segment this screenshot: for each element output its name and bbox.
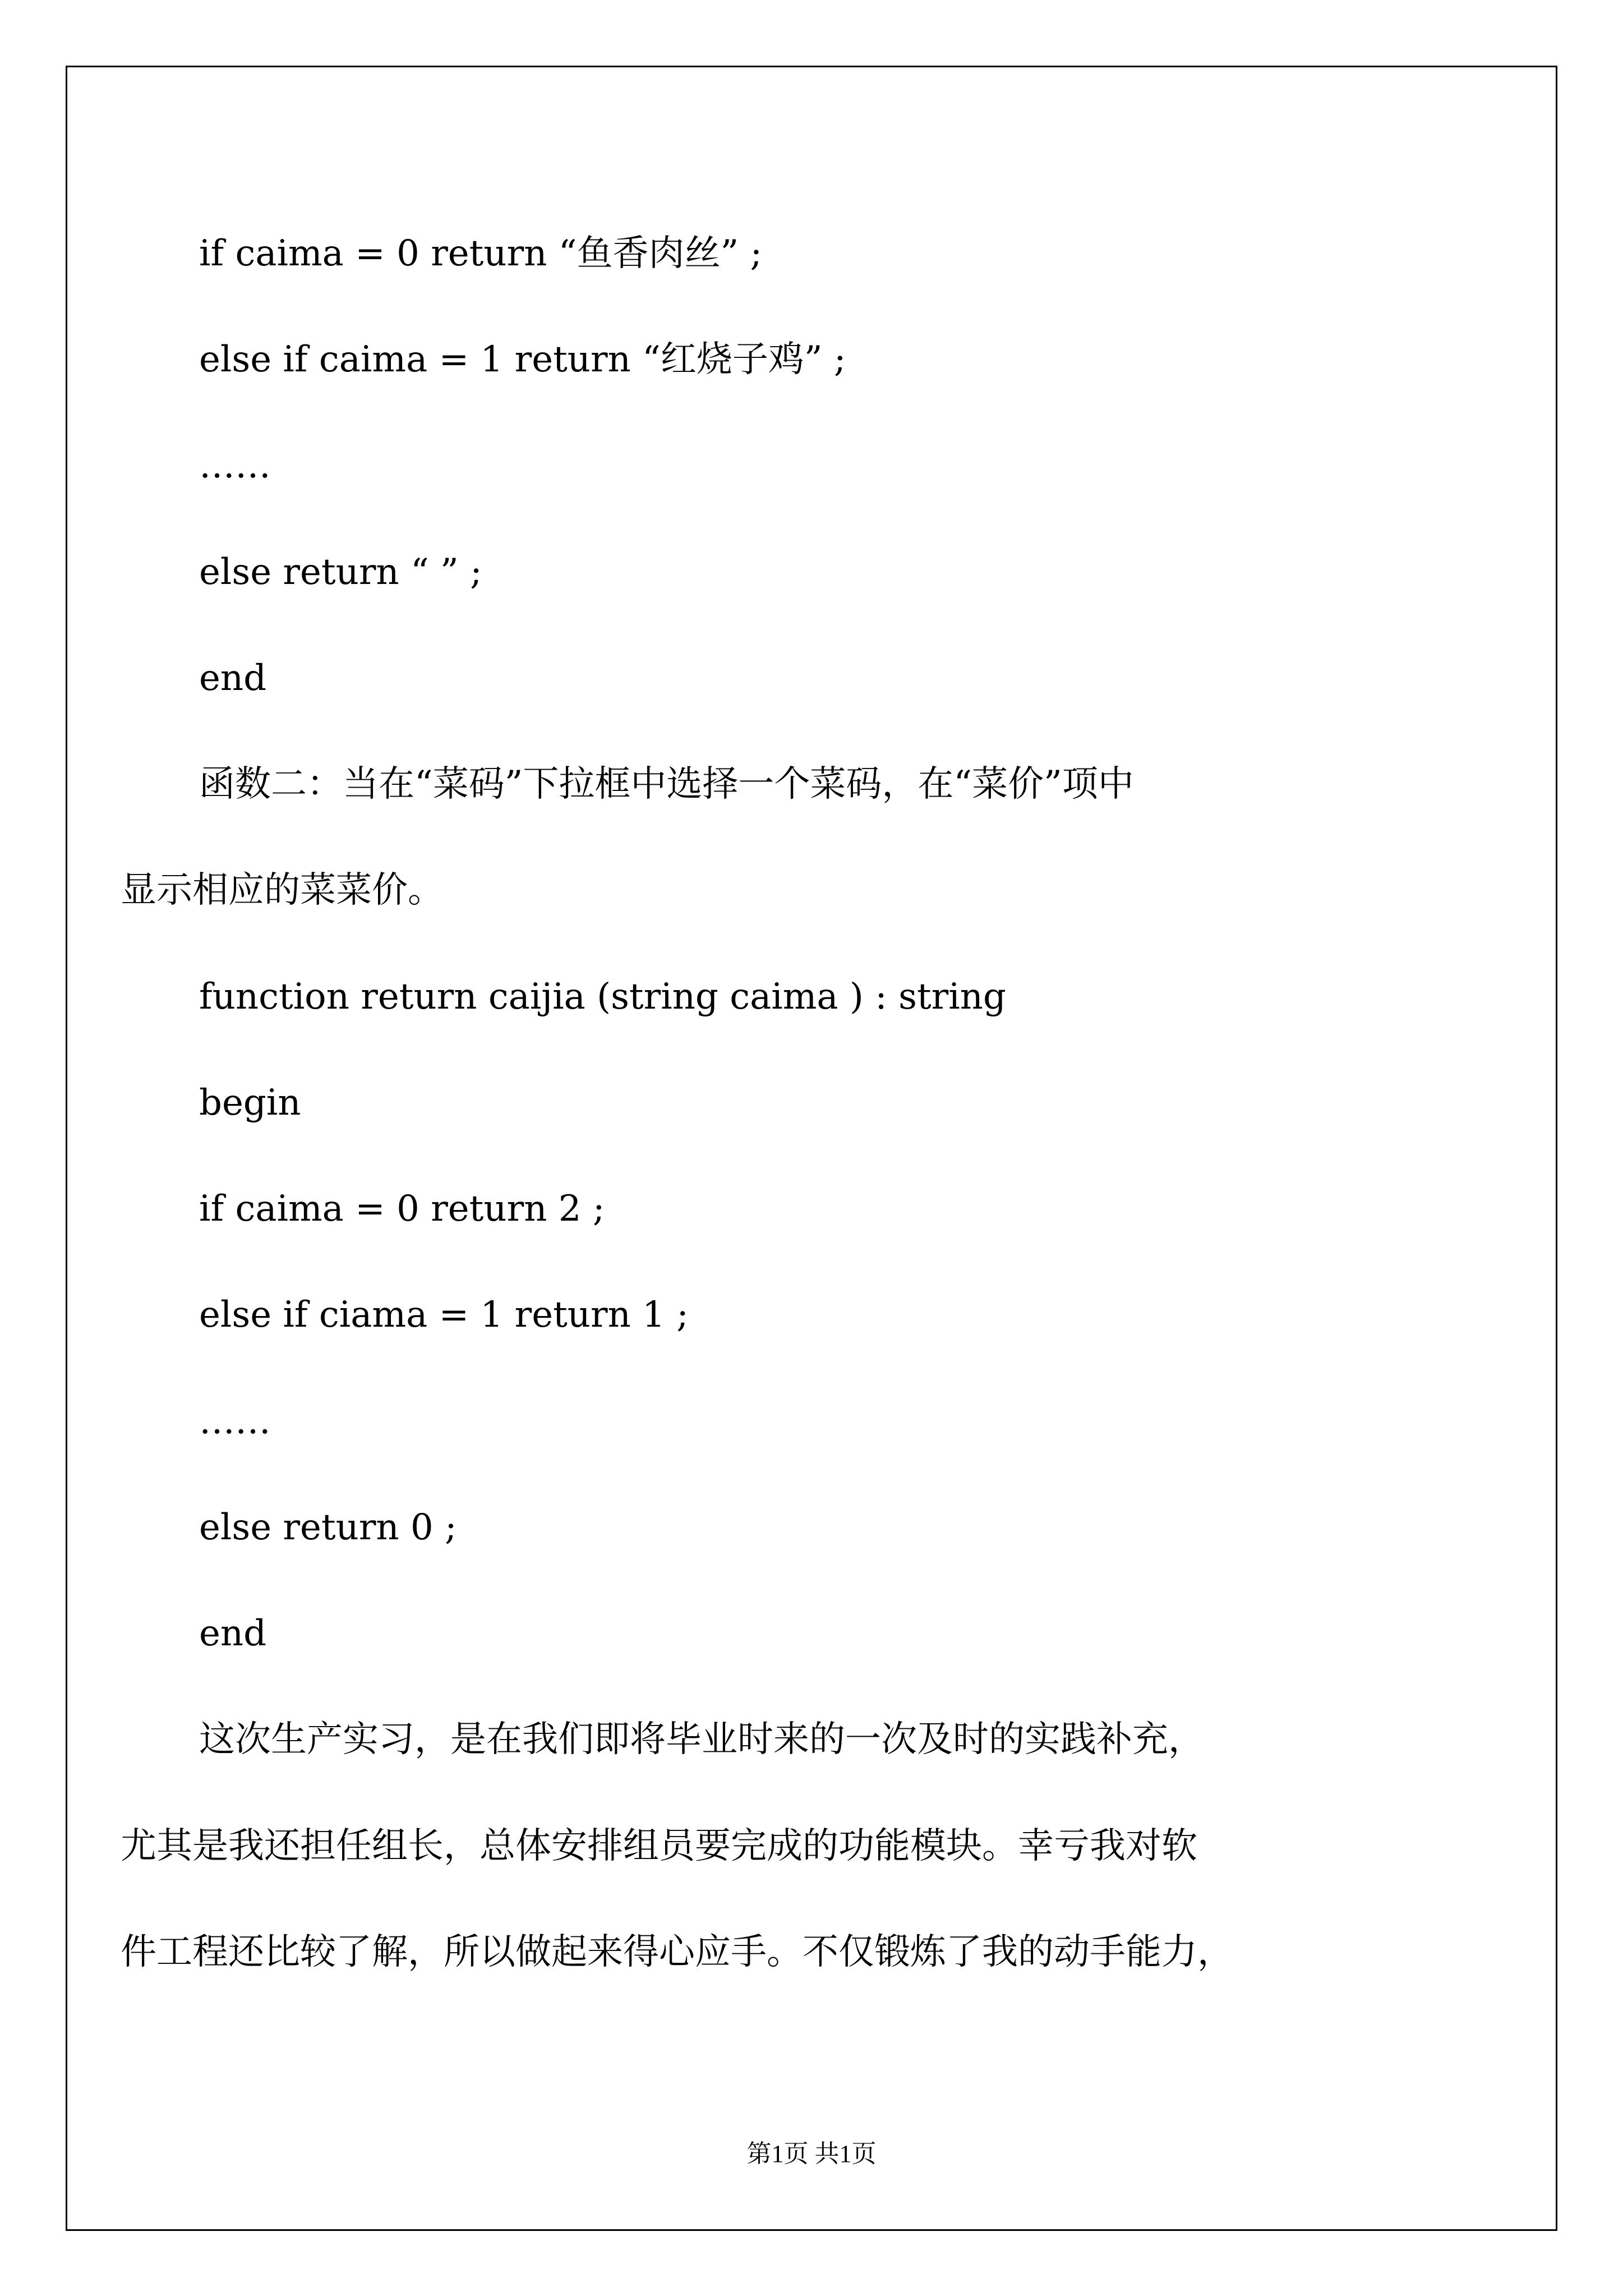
text-line-8: function return caijia (string caima ) : string [199,976,1006,1018]
text-line-12: …… [199,1401,271,1442]
text-line-4: else return “ ” ; [199,551,482,593]
text-line-11: else if ciama = 1 return 1 ; [199,1294,689,1336]
text-line-10: if caima = 0 return 2 ; [199,1188,605,1230]
text-line-14: end [199,1613,267,1654]
text-line-2: else if caima = 1 return “红烧子鸡” ; [199,339,846,380]
text-line-16: 尤其是我还担任组长，总体安排组员要完成的功能模块。幸亏我对软 [121,1825,1197,1867]
text-line-15: 这次生产实习，是在我们即将毕业时来的一次及时的实践补充， [199,1719,1204,1760]
text-line-7: 显示相应的菜菜价。 [121,869,444,911]
text-line-5: end [199,657,267,699]
page-border [66,66,1557,2231]
text-line-1: if caima = 0 return “鱼香肉丝” ; [199,233,763,274]
text-line-6: 函数二：当在“菜码”下拉框中选择一个菜码，在“菜价”项中 [199,763,1134,805]
page-footer: 第1页 共1页 [746,2140,877,2168]
text-line-9: begin [199,1082,301,1124]
text-line-13: else return 0 ; [199,1507,457,1548]
text-line-17: 件工程还比较了解，所以做起来得心应手。不仅锻炼了我的动手能力， [121,1931,1233,1973]
text-line-3: …… [199,445,271,486]
